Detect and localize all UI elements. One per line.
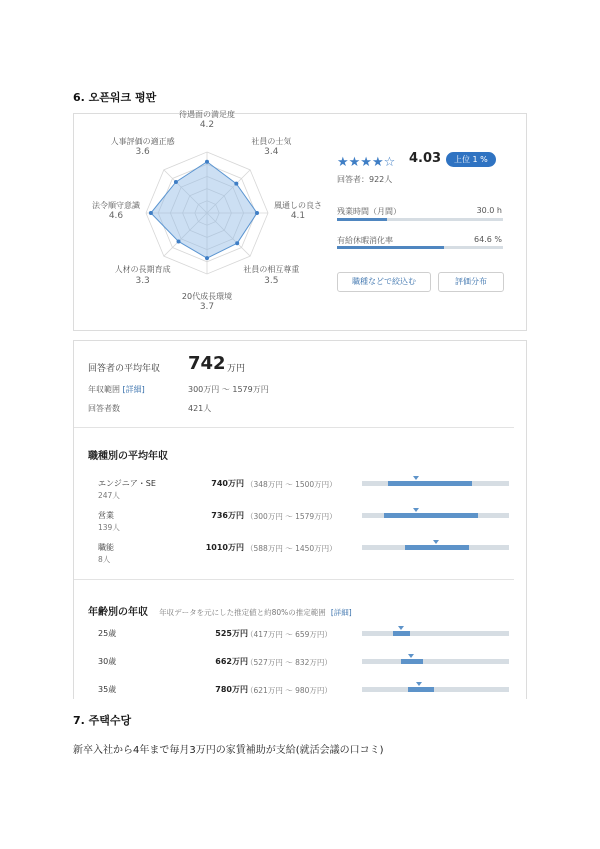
job-title: 職能 xyxy=(98,543,114,552)
salary-range: （417万円 〜 659万円） xyxy=(246,629,332,639)
paid-leave-label: 有給休暇消化率 xyxy=(337,236,393,245)
radar-label-name: 社員の相互尊重 xyxy=(243,265,300,275)
salary-card xyxy=(73,340,527,699)
overtime-value: 30.0 h xyxy=(476,206,502,215)
radar-point xyxy=(205,256,209,260)
radar-point xyxy=(177,239,181,243)
avg-salary-value: 742 xyxy=(188,353,226,374)
salary-range-label xyxy=(88,384,145,395)
radar-label-name: 風通しの良さ xyxy=(274,201,322,210)
avg-marker-icon xyxy=(433,540,439,544)
salary-range-bar-fill xyxy=(405,545,468,550)
paid-leave-bar-track xyxy=(337,246,503,249)
paid-leave-bar-fill xyxy=(337,246,444,249)
avg-marker-icon xyxy=(416,682,422,686)
job-respondent-count: 8人 xyxy=(98,555,111,564)
avg-salary: 740万円 xyxy=(211,479,244,488)
avg-salary: 662万円 xyxy=(215,657,248,666)
radar-label xyxy=(61,201,171,222)
radar-label-name: 待遇面の満足度 xyxy=(179,110,235,119)
stars-filled-icon: ★★★★ xyxy=(337,155,384,170)
job-respondent-count: 139人 xyxy=(98,523,120,532)
age-salary-note: 年収データを元にした推定値と約80%の推定範囲 xyxy=(159,608,326,617)
job-salary-heading: 職種別の平均年収 xyxy=(88,451,168,462)
age-label: 35歳 xyxy=(98,685,117,694)
radar-label-name: 人事評価の適正感 xyxy=(110,136,175,146)
age-salary-detail-link[interactable]: [詳細] xyxy=(330,608,352,617)
salary-range-label-text: 年収範囲 xyxy=(88,385,120,394)
radar-point xyxy=(234,182,238,186)
salary-range: （348万円 〜 1500万円） xyxy=(246,479,337,489)
radar-label-name: 人材の長期育成 xyxy=(114,265,171,275)
overtime-bar-track xyxy=(337,218,503,221)
salary-range: （588万円 〜 1450万円） xyxy=(246,543,337,553)
salary-range-bar-track xyxy=(362,659,509,664)
rating-distribution-button[interactable]: 評価分布 xyxy=(438,272,504,292)
radar-label xyxy=(152,292,262,313)
salary-range-detail-link[interactable]: [詳細] xyxy=(122,385,145,394)
radar-label-value: 3.4 xyxy=(264,146,279,157)
salary-range-value: 300万円 〜 1579万円 xyxy=(188,385,269,394)
avg-marker-icon xyxy=(408,654,414,658)
radar-label-value: 3.3 xyxy=(135,275,150,286)
radar-label-name: 社員の士気 xyxy=(251,136,292,146)
star-rating xyxy=(337,151,395,170)
salary-range-bar-fill xyxy=(393,631,411,636)
salary-range-bar-track xyxy=(362,631,509,636)
radar-label xyxy=(88,137,198,158)
salary-range-bar-fill xyxy=(401,659,423,664)
avg-marker-icon xyxy=(413,508,419,512)
radar-label xyxy=(216,137,326,158)
avg-salary: 525万円 xyxy=(215,629,248,638)
radar-label-value: 3.5 xyxy=(264,275,279,286)
overall-score: 4.03 xyxy=(409,151,442,166)
star-empty-icon: ☆ xyxy=(383,155,396,170)
age-salary-heading: 年齢別の年収 xyxy=(88,607,148,618)
housing-allowance-text: 新卒入社から4年まで毎月3万円の家賃補助が支給(就活会議の口コミ) xyxy=(73,745,384,756)
job-title: 営業 xyxy=(98,511,114,520)
divider xyxy=(74,427,514,428)
avg-salary: 736万円 xyxy=(211,511,244,520)
filter-by-job-button[interactable]: 職種などで絞込む xyxy=(337,272,431,292)
salary-range-bar-fill xyxy=(388,481,473,486)
radar-label-value: 4.6 xyxy=(108,211,124,222)
section-7-heading: 7. 주택수당 xyxy=(73,714,132,727)
rank-badge: 上位 1 % xyxy=(446,152,496,167)
radar-label-value: 4.1 xyxy=(290,211,306,222)
radar-label xyxy=(88,265,198,286)
rating-card xyxy=(73,110,527,331)
respondent-count-label: 回答者数 xyxy=(88,404,120,413)
divider xyxy=(74,579,514,580)
respondent-count-value: 421人 xyxy=(188,404,212,413)
section-6-heading: 6. 오픈워크 평판 xyxy=(73,91,157,104)
radar-point xyxy=(235,241,239,245)
overtime-label: 残業時間（月間） xyxy=(337,207,401,216)
overtime-bar-fill xyxy=(337,218,387,221)
job-title: エンジニア・SE xyxy=(98,479,156,488)
radar-label-value: 3.7 xyxy=(199,302,215,313)
avg-marker-icon xyxy=(413,476,419,480)
age-label: 30歳 xyxy=(98,657,117,666)
radar-label xyxy=(152,110,262,131)
age-label: 25歳 xyxy=(98,629,117,638)
age-salary-header xyxy=(88,600,352,619)
avg-salary-label: 回答者の平均年収 xyxy=(88,364,161,374)
salary-range: （300万円 〜 1579万円） xyxy=(246,511,337,521)
radar-label-value: 3.6 xyxy=(135,146,150,157)
salary-range: （527万円 〜 832万円） xyxy=(246,657,332,667)
avg-salary-unit: 万円 xyxy=(227,364,246,374)
salary-range-bar-fill xyxy=(384,513,478,518)
radar-label-value: 4.2 xyxy=(199,120,215,131)
salary-range-bar-fill xyxy=(408,687,434,692)
respondents-count: 回答者：922人 xyxy=(337,175,393,184)
radar-label-name: 法令順守意識 xyxy=(92,201,140,210)
job-respondent-count: 247人 xyxy=(98,491,120,500)
paid-leave-value: 64.6 % xyxy=(474,235,502,244)
salary-range-bar-track xyxy=(362,687,509,692)
radar-label xyxy=(216,265,326,286)
salary-range: （621万円 〜 980万円） xyxy=(246,685,332,695)
avg-salary: 780万円 xyxy=(215,685,248,694)
radar-label-name: 20代成長環境 xyxy=(181,292,233,301)
avg-salary: 1010万円 xyxy=(205,543,244,552)
radar-point xyxy=(174,180,178,184)
radar-point xyxy=(205,160,209,164)
avg-marker-icon xyxy=(398,626,404,630)
